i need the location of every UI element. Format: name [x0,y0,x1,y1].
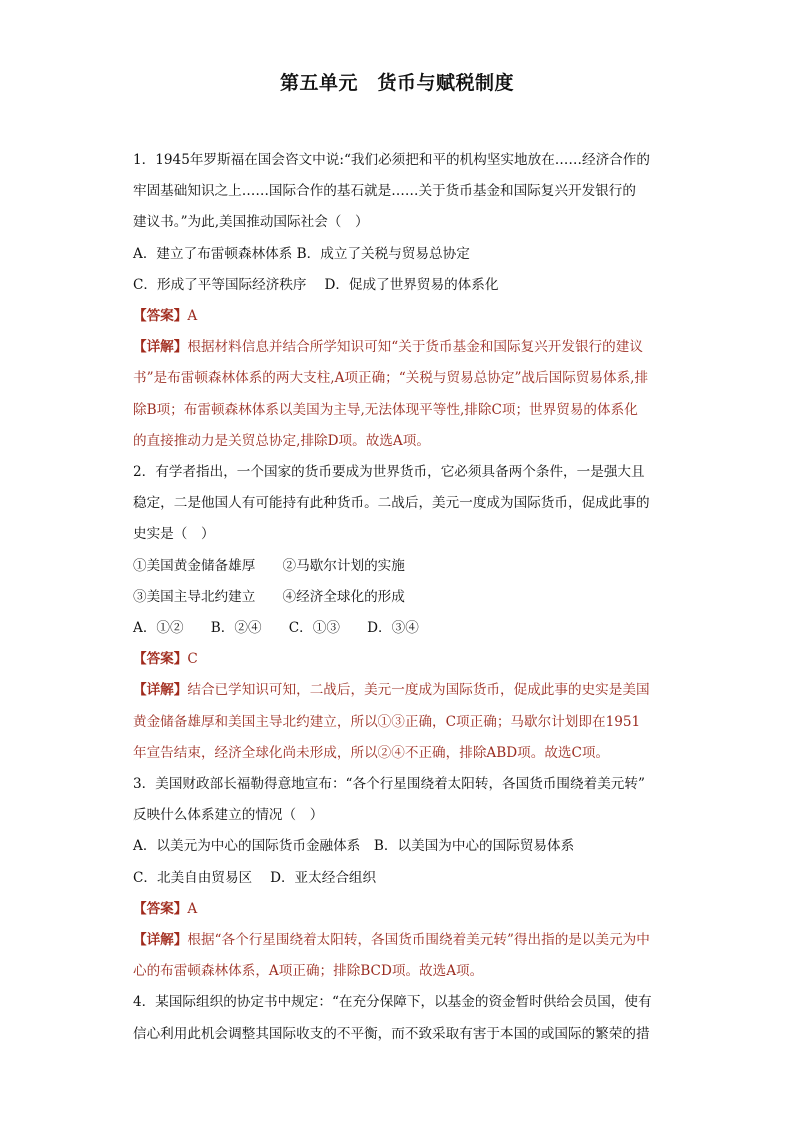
text-line: 史实是（ ） [133,526,215,542]
option-line: A．建立了布雷顿森林体系 B．成立了关税与贸易总协定 [133,246,470,262]
text-line: 稳定，二是他国人有可能持有此种货币。二战后，美元一度成为国际货币，促成此事的 [133,495,650,511]
text-line: 2．有学者指出，一个国家的货币要成为世界货币，它必须具备两个条件，一是强大且 [133,464,645,480]
option-line: A．①② B．②④ C．①③ D．③④ [133,620,419,636]
explanation-line: 【详解】根据“各个行星围绕着太阳转，各国货币围绕着美元转”得出指的是以美元为中 [133,932,650,948]
explanation-tag: 【详解】 [133,339,188,355]
answer-tag: 【答案】 [133,651,188,667]
page-title: 第五单元 货币与赋税制度 [279,72,514,94]
explanation-tag: 【详解】 [133,932,188,948]
text-line: 4．某国际组织的协定书中规定：“在充分保障下，以基金的资金暂时供给会员国，使有 [133,994,652,1010]
option-line: ③美国主导北约建立 ④经济全球化的形成 [133,589,405,605]
text-line: 3．美国财政部长福勒得意地宣布：“各个行星围绕着太阳转，各国货币围绕着美元转” [133,776,645,792]
option-line: C．形成了平等国际经济秩序 D．促成了世界贸易的体系化 [133,277,499,293]
answer-tag: 【答案】 [133,308,188,324]
text-line: 牢固基础知识之上……国际合作的基石就是……关于货币基金和国际复兴开发银行的 [133,183,636,199]
explanation-tag: 【详解】 [133,682,188,698]
text-line: 建议书。”为此,美国推动国际社会（ ） [133,214,369,230]
option-line: A．以美元为中心的国际货币金融体系 B．以美国为中心的国际贸易体系 [133,838,575,854]
explanation-line: 【详解】根据材料信息并结合所学知识可知“关于货币基金和国际复兴开发银行的建议 [133,339,643,355]
text-line: 1．1945年罗斯福在国会咨文中说:“我们必须把和平的机构坚实地放在……经济合作的 [133,152,650,168]
explanation-line: 的直接推动力是关贸总协定,排除D项。故选A项。 [133,433,430,449]
answer-tag: 【答案】 [133,901,188,917]
explanation-line: 年宣告结束，经济全球化尚未形成，所以②④不正确，排除ABD项。故选C项。 [133,745,610,761]
answer-line: 【答案】A [133,308,198,324]
explanation-line: 书”是布雷顿森林体系的两大支柱,A项正确；“关税与贸易总协定”战后国际贸易体系,排 [133,370,649,386]
text-line: 反映什么体系建立的情况（ ） [133,807,324,823]
answer-line: 【答案】A [133,901,198,917]
option-line: ①美国黄金储备雄厚 ②马歇尔计划的实施 [133,558,405,574]
explanation-line: 【详解】结合已学知识可知，二战后，美元一度成为国际货币，促成此事的史实是美国 [133,682,650,698]
explanation-line: 黄金储备雄厚和美国主导北约建立，所以①③正确，C项正确；马歇尔计划即在1951 [133,714,641,730]
explanation-line: 心的布雷顿森林体系，A项正确；排除BCD项。故选A项。 [133,963,484,979]
option-line: C．北美自由贸易区 D．亚太经合组织 [133,870,377,886]
explanation-line: 除B项；布雷顿森林体系以美国为主导,无法体现平等性,排除C项；世界贸易的体系化 [133,402,638,418]
answer-line: 【答案】C [133,651,198,667]
text-line: 信心利用此机会调整其国际收支的不平衡，而不致采取有害于本国的或国际的繁荣的措 [133,1026,650,1042]
